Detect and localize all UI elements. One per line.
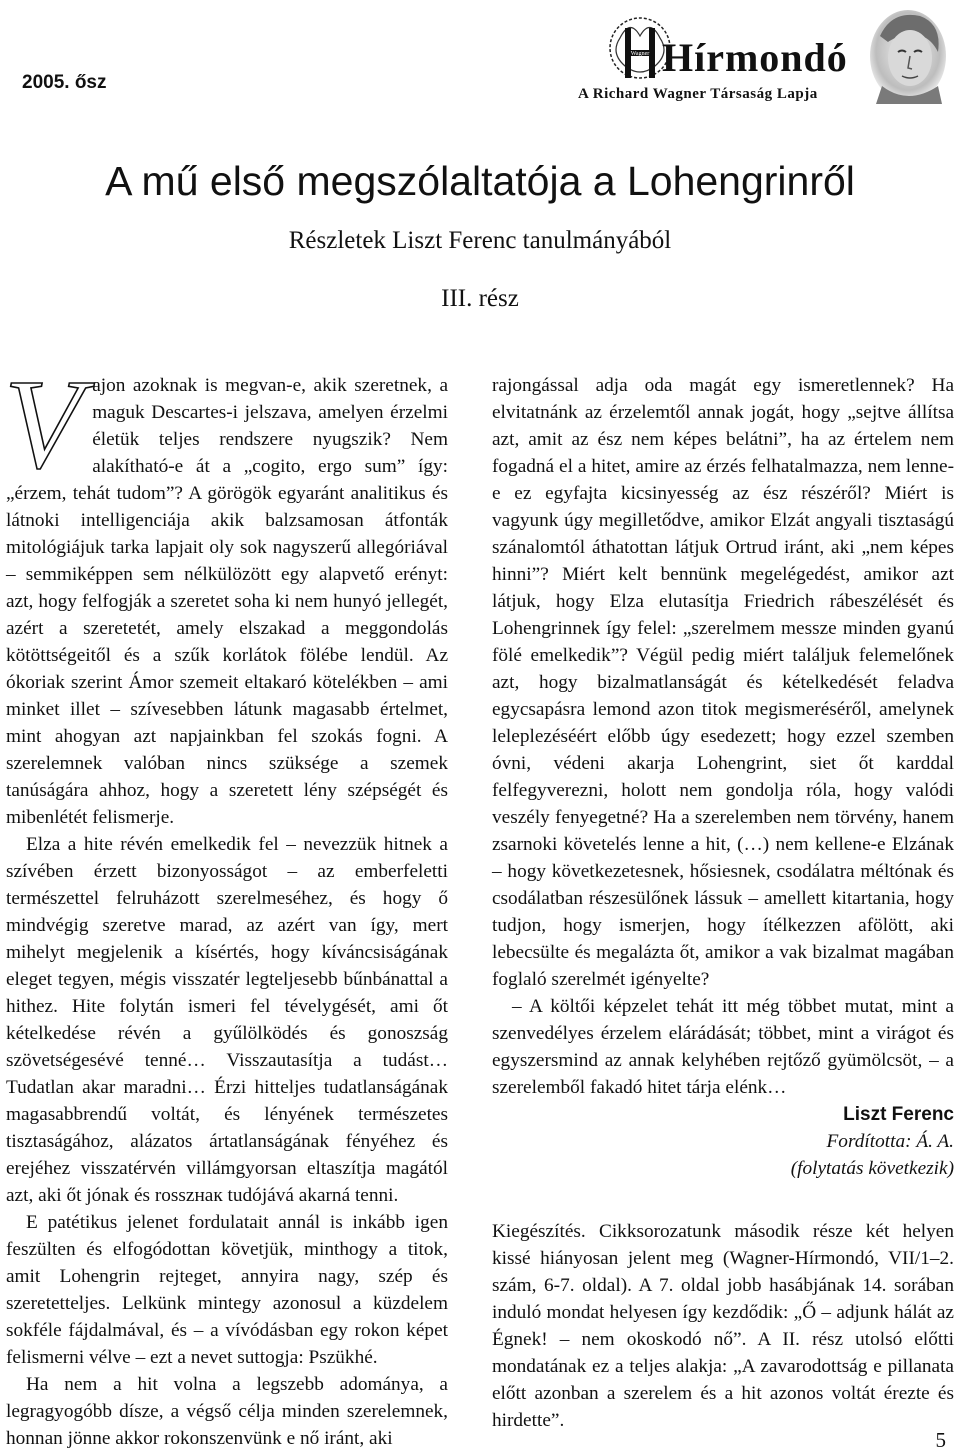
wagner-portrait-image (862, 6, 952, 104)
paragraph-1 (4, 353, 448, 831)
addendum: Kiegészítés. Cikksorozatunk második része két helyen kissé hiányosan jelent meg (Wagner-Hírmondó, VII/1–2. szám, 6-7. oldal). A 7. oldal jobb hasábjának 14. sorában induló mondat helyesen így kezdődik: „Ő – adjunk hálát az Égnek! – nem okoskodó nő”. A II. rész utolsó előtti mondatának ez a teljes alakja: „A zavarodottság e pillanata előtt azonban a szerelem és a hit azonos voltát érezte és hirdette”. (492, 1221, 954, 1431)
right-column (492, 372, 954, 1434)
spacer (492, 1182, 954, 1218)
author-signature: Liszt Ferenc (843, 1104, 954, 1125)
article-subtitle: Részletek Liszt Ferenc tanulmányából (288, 227, 672, 254)
masthead-ornament-label: Wagner (630, 51, 650, 57)
translator-credit: Fordította: Á. A. (826, 1131, 954, 1152)
paragraph-1-text: ajon azoknak is megvan-e, akik szeretnek, a maguk Descartes-i jelszava, amelyen érzelmi életük teljes rendszere nyugszik? Nem alakítható-e át a „cogito, ergo sum” így: „érzem, tehát tudom”? A görögök egyaránt analitikus és látnoki intelligenciája akik balzsamosan átfonták mitológiájuk tarka lapjait oly sok nagyszerű allegóriával – semmiképpen sem nélkülözött egy alapvető erényt: azt, hogy felfogják a szeretet soha ki nem hunyó jellegét, azért a szeretetét, amely elszakad a meggondolás kötöttségeitől és a szűk korlátok fölébe lendül. Az ókoriak szerint Ámor szemeit eltakaró kötelékben – ami minket illet – szívesebben látunk magasabb értelmet, mint ahogyan azt napjainkban fel szokás fogni. A szerelemnek valóban nincs szüksége a szemek tanúságára ahhoz, hogy a szeretett lény szépségét és mibenlétét felismerje. (6, 375, 448, 828)
drop-cap: V (4, 353, 83, 495)
masthead (560, 8, 860, 108)
paragraph-6: – A költői képzelet tehát itt még többet mutat, mint a szenvedélyes érzelem elárádását; többet, mint a virágot és egyszersmind az annak kelyhében rejtőző gyümölcsöt, – a szerelemből fakadó hitet tárja elénk… (492, 996, 954, 1098)
issue-season: 2005. ősz (22, 72, 107, 93)
paragraph-2: Elza a hite révén emelkedik fel – nevezzük hitnek a szívében érzett bizonyosságot – az emberfeletti természettel felruházott szerelmeséhez, és hogy ő mindvégig szeretve marad, az azért van így, mert mihelyt megjelenik a kísértés, hogy kíváncsiságának eleget tegyen, mégis visszatér legteljesebb bűnbánattal a hithez. Hite folytán ismeri fel tévelygését, ami őt kételkedése révén a gyűlölködés és gonoszság szövetségesévé tenné… Visszautasítja a tudást… Tudatlan akar maradni… Érzi hitteljes tudatlanságának magasabbrendű voltát, és lényének természetes tisztaságához, alázatos ártatlanságának fényéhez és erejéhez visszatérvén villámgyorsan eltaszítja magától azt, aki őt jónak és rosszнак tudójává akarná tenni. (6, 834, 448, 1206)
paragraph-5: rajongással adja oda magát egy ismeretlennek? Ha elvitatnánk az érzelemtől annak jogát, hogy „sejtve állítsa azt, amit az ész nem képes belátni”, ha az értelem nem fogadná el a hitet, amire az érzés felhatalmazza, nem lenne-e ez egyfajta kicsinyesség az ész részéről? Miért is vagyunk úgy megilletődve, amikor Elzát angyali tisztaságú szánalomtól áthatottan látjuk Ortrud iránt, aki „nem képes hinni”? Miért kelt bennünk megelégedést, amikor azt látjuk, hogy Elza elutasítja Friedrich rábeszélését és Lohengrinnek így felel: „szerelmem messze minden gyanú fölé emelkedik”? Végül pedig miért találjuk felemelőnek azt, hogy bizalmatlanságát és kételkedését feladva egycsapásra lemond azon titok megismeréséről, amelynek leleplezéséért előbb úgy esedezett; hogy ezzel szemben óvni, védeni akarja Lohengrint, siet őt karddal felfegyverezni, holott nem gondolja róla, hogy valódi veszély fenyegetné? Ha a szerelemben nem törvény, hanem zsarnoki követelés lenne a hit, (…) nem kellene-e Elzának – hogy következetesnek, hősiesnek, csodálatra méltónak és csodálatban részesülőnek lássuk – amellett kitartania, hogy tudjon, hogy ismerjen, hogy ítélkezzen afölött, aki lebecsülte és megalázta őt, amikor a vak bizalmat magában foglaló szerelmét igényelte? (492, 375, 954, 990)
masthead-subtitle: A Richard Wagner Társaság Lapja (578, 86, 818, 102)
left-column (4, 353, 448, 1452)
continued-note: (folytatás következik) (790, 1158, 954, 1179)
paragraph-3: E patétikus jelenet fordulatait annál is inkább igen feszülten és elfogódottan követjük, minthogy a titok, amit Lohengrin rejteget, annyira nagy, szép és szeretetteljes. Lelkünk mintegy azonosul a küzdelem sokféle fájdalmával, és – a vívódásban egy rokon képet felismerni vélve – ezt a nevet suttogja: Pszükhé. (6, 1212, 448, 1368)
masthead-title: Hírmondó (662, 35, 848, 80)
paragraph-4: Ha nem a hit volna a legszebb adománya, a legragyogóbb dísze, a végső célja minden szerelemnek, honnan jönne akkor rokonszenvünk e nő iránt, aki (6, 1374, 448, 1449)
article-title: A mű első megszólaltatója a Lohengrinről (105, 158, 855, 204)
page-number: 5 (935, 1428, 946, 1452)
article-part: III. rész (441, 285, 519, 312)
